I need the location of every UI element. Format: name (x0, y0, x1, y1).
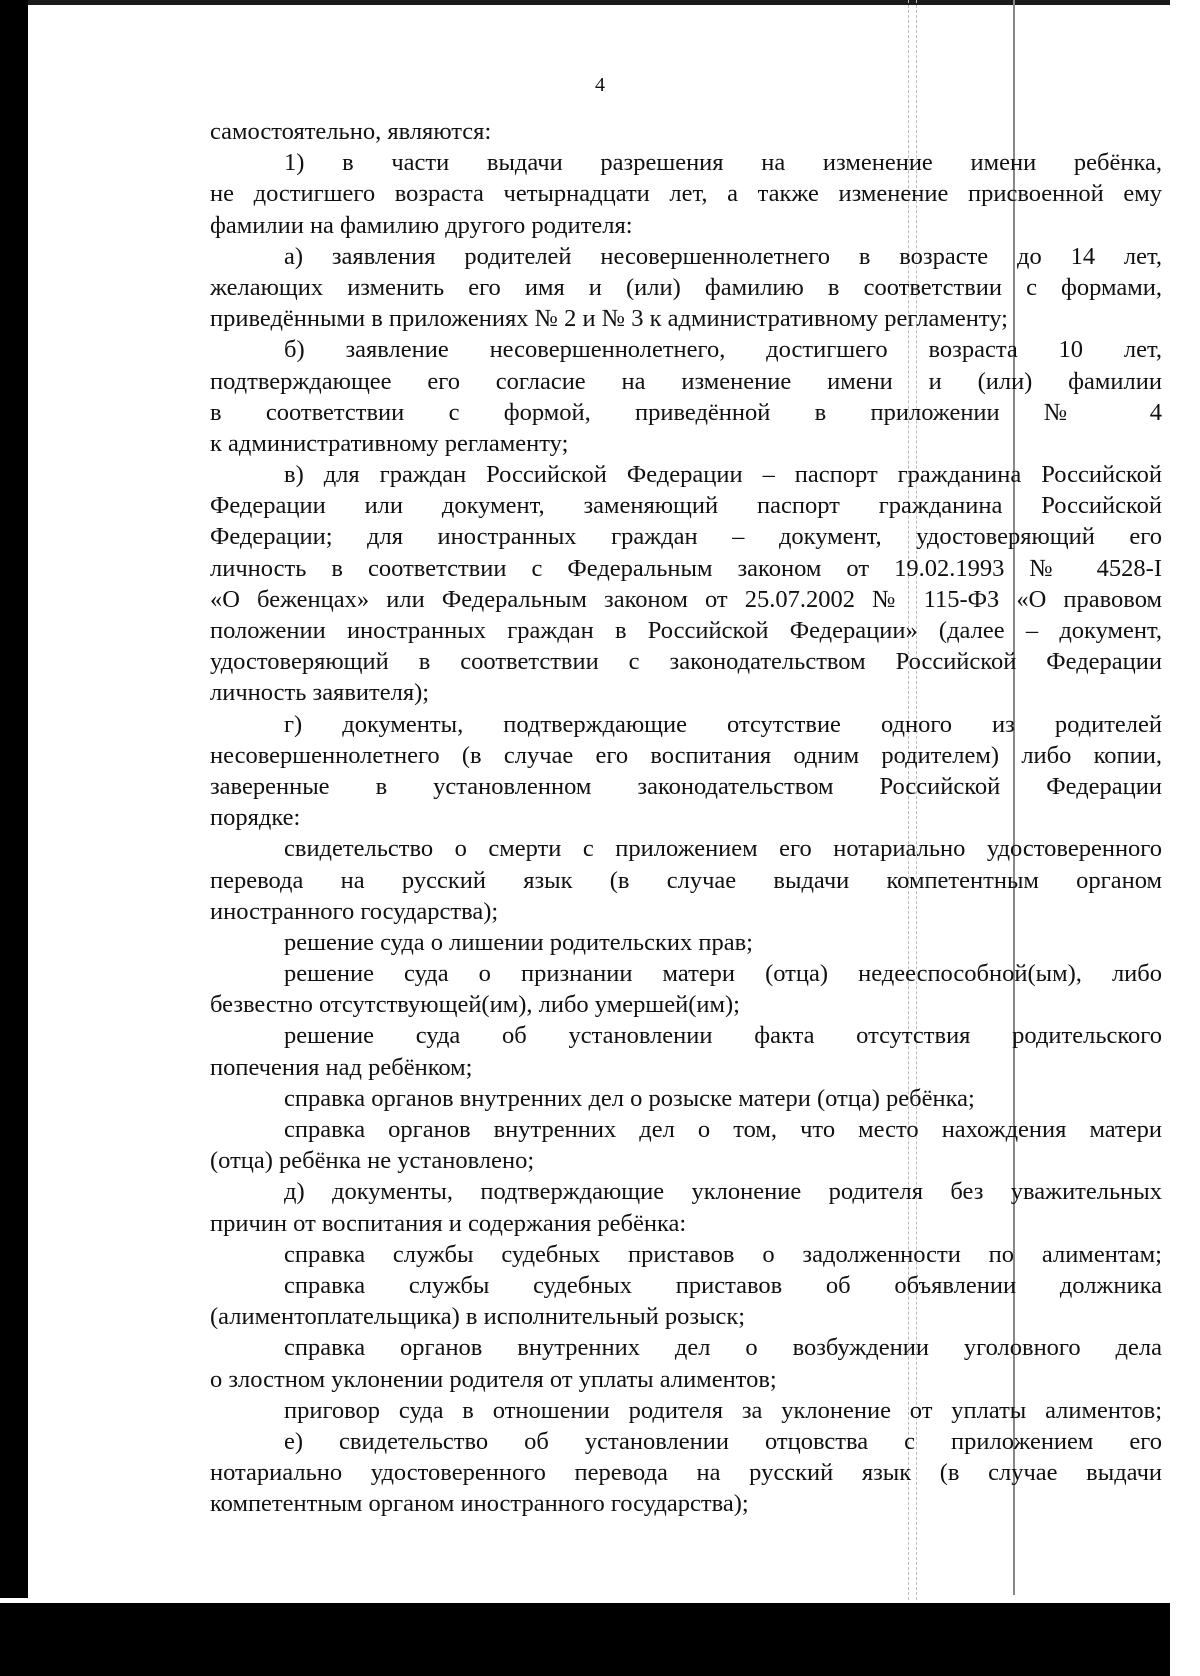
text-line: фамилии на фамилию другого родителя: (210, 211, 633, 239)
text-line: самостоятельно, являются: (210, 118, 492, 145)
text-line: в соответствии с формой, приведённой в приложении № 4 (210, 398, 1162, 426)
text-line: перевода на русский язык (в случае выдачи компетентным органом (210, 866, 1162, 894)
text-line: свидетельство о смерти с приложением его нотариально удостоверенного (284, 835, 1162, 863)
text-line: заверенные в установленном законодательством Российской Федерации (210, 772, 1162, 800)
text-line: иностранного государства); (210, 897, 499, 925)
text-line: справка службы судебных приставов об объявлении должника (284, 1271, 1162, 1299)
text-line: справка органов внутренних дел о возбуждении уголовного дела (284, 1334, 1162, 1362)
text-line: решение суда о признании матери (отца) недееспособной(ым), либо (284, 960, 1162, 988)
text-line: к административному регламенту; (210, 429, 569, 457)
text-line: (отца) ребёнка не установлено; (210, 1147, 535, 1175)
text-line: «О беженцах» или Федеральным законом от 25.07.2002 № 115-ФЗ «О правовом (210, 585, 1162, 613)
text-line: личность заявителя); (210, 679, 430, 707)
text-line: е) свидетельство об установлении отцовства с приложением его (284, 1427, 1162, 1455)
text-line: 1) в части выдачи разрешения на изменение имени ребёнка, (284, 149, 1162, 177)
text-line: г) документы, подтверждающие отсутствие одного из родителей (284, 710, 1162, 738)
page-number: 4 (595, 74, 605, 96)
text-line: личность в соответствии с Федеральным законом от 19.02.1993 № 4528-I (210, 554, 1162, 582)
text-line: приведёнными в приложениях № 2 и № 3 к административному регламенту; (210, 305, 1008, 333)
text-line: несовершеннолетнего (в случае его воспитания одним родителем) либо копии, (210, 741, 1162, 769)
text-line: подтверждающее его согласие на изменение имени и (или) фамилии (210, 367, 1162, 395)
scan-bottom-border (0, 1603, 1170, 1676)
text-line: не достигшего возраста четырнадцати лет, а также изменение присвоенной ему (210, 180, 1162, 208)
text-line: б) заявление несовершеннолетнего, достигшего возраста 10 лет, (284, 336, 1162, 364)
text-line: справка службы судебных приставов о задолженности по алиментам; (284, 1240, 1162, 1268)
document-body (210, 116, 1162, 1519)
text-line: приговор суда в отношении родителя за уклонение от уплаты алиментов; (284, 1396, 1162, 1424)
text-line: нотариально удостоверенного перевода на русский язык (в случае выдачи (210, 1459, 1162, 1487)
text-line: порядке: (210, 804, 301, 832)
text-line: справка органов внутренних дел о розыске матери (отца) ребёнка; (284, 1084, 975, 1112)
scan-left-border (0, 0, 28, 1600)
text-line: причин от воспитания и содержания ребёнка: (210, 1209, 687, 1237)
text-line: о злостном уклонении родителя от уплаты алиментов; (210, 1365, 777, 1393)
text-line: Федерации; для иностранных граждан – документ, удостоверяющий его (210, 523, 1162, 551)
text-line: (алиментоплательщика) в исполнительный розыск; (210, 1303, 746, 1331)
text-line: решение суда о лишении родительских прав; (284, 928, 753, 956)
text-line: желающих изменить его имя и (или) фамилию в соответствии с формами, (210, 273, 1162, 301)
text-line: справка органов внутренних дел о том, что место нахождения матери (284, 1116, 1162, 1143)
text-line: а) заявления родителей несовершеннолетнего в возрасте до 14 лет, (284, 242, 1162, 270)
text-line: попечения над ребёнком; (210, 1053, 473, 1081)
text-line: компетентным органом иностранного государства); (210, 1490, 749, 1518)
text-line: в) для граждан Российской Федерации – паспорт гражданина Российской (284, 461, 1162, 489)
text-line: решение суда об установлении факта отсутствия родительского (284, 1022, 1162, 1050)
text-line: д) документы, подтверждающие уклонение родителя без уважительных (284, 1178, 1162, 1206)
text-line: положении иностранных граждан в Российской Федерации» (далее – документ, (210, 617, 1162, 644)
text-line: безвестно отсутствующей(им), либо умершей(им); (210, 991, 740, 1019)
text-line: удостоверяющий в соответствии с законодательством Российской Федерации (210, 648, 1162, 676)
scan-right-margin (1170, 0, 1200, 1676)
text-line: Федерации или документ, заменяющий паспорт гражданина Российской (210, 492, 1162, 520)
scan-top-edge (0, 0, 1200, 5)
